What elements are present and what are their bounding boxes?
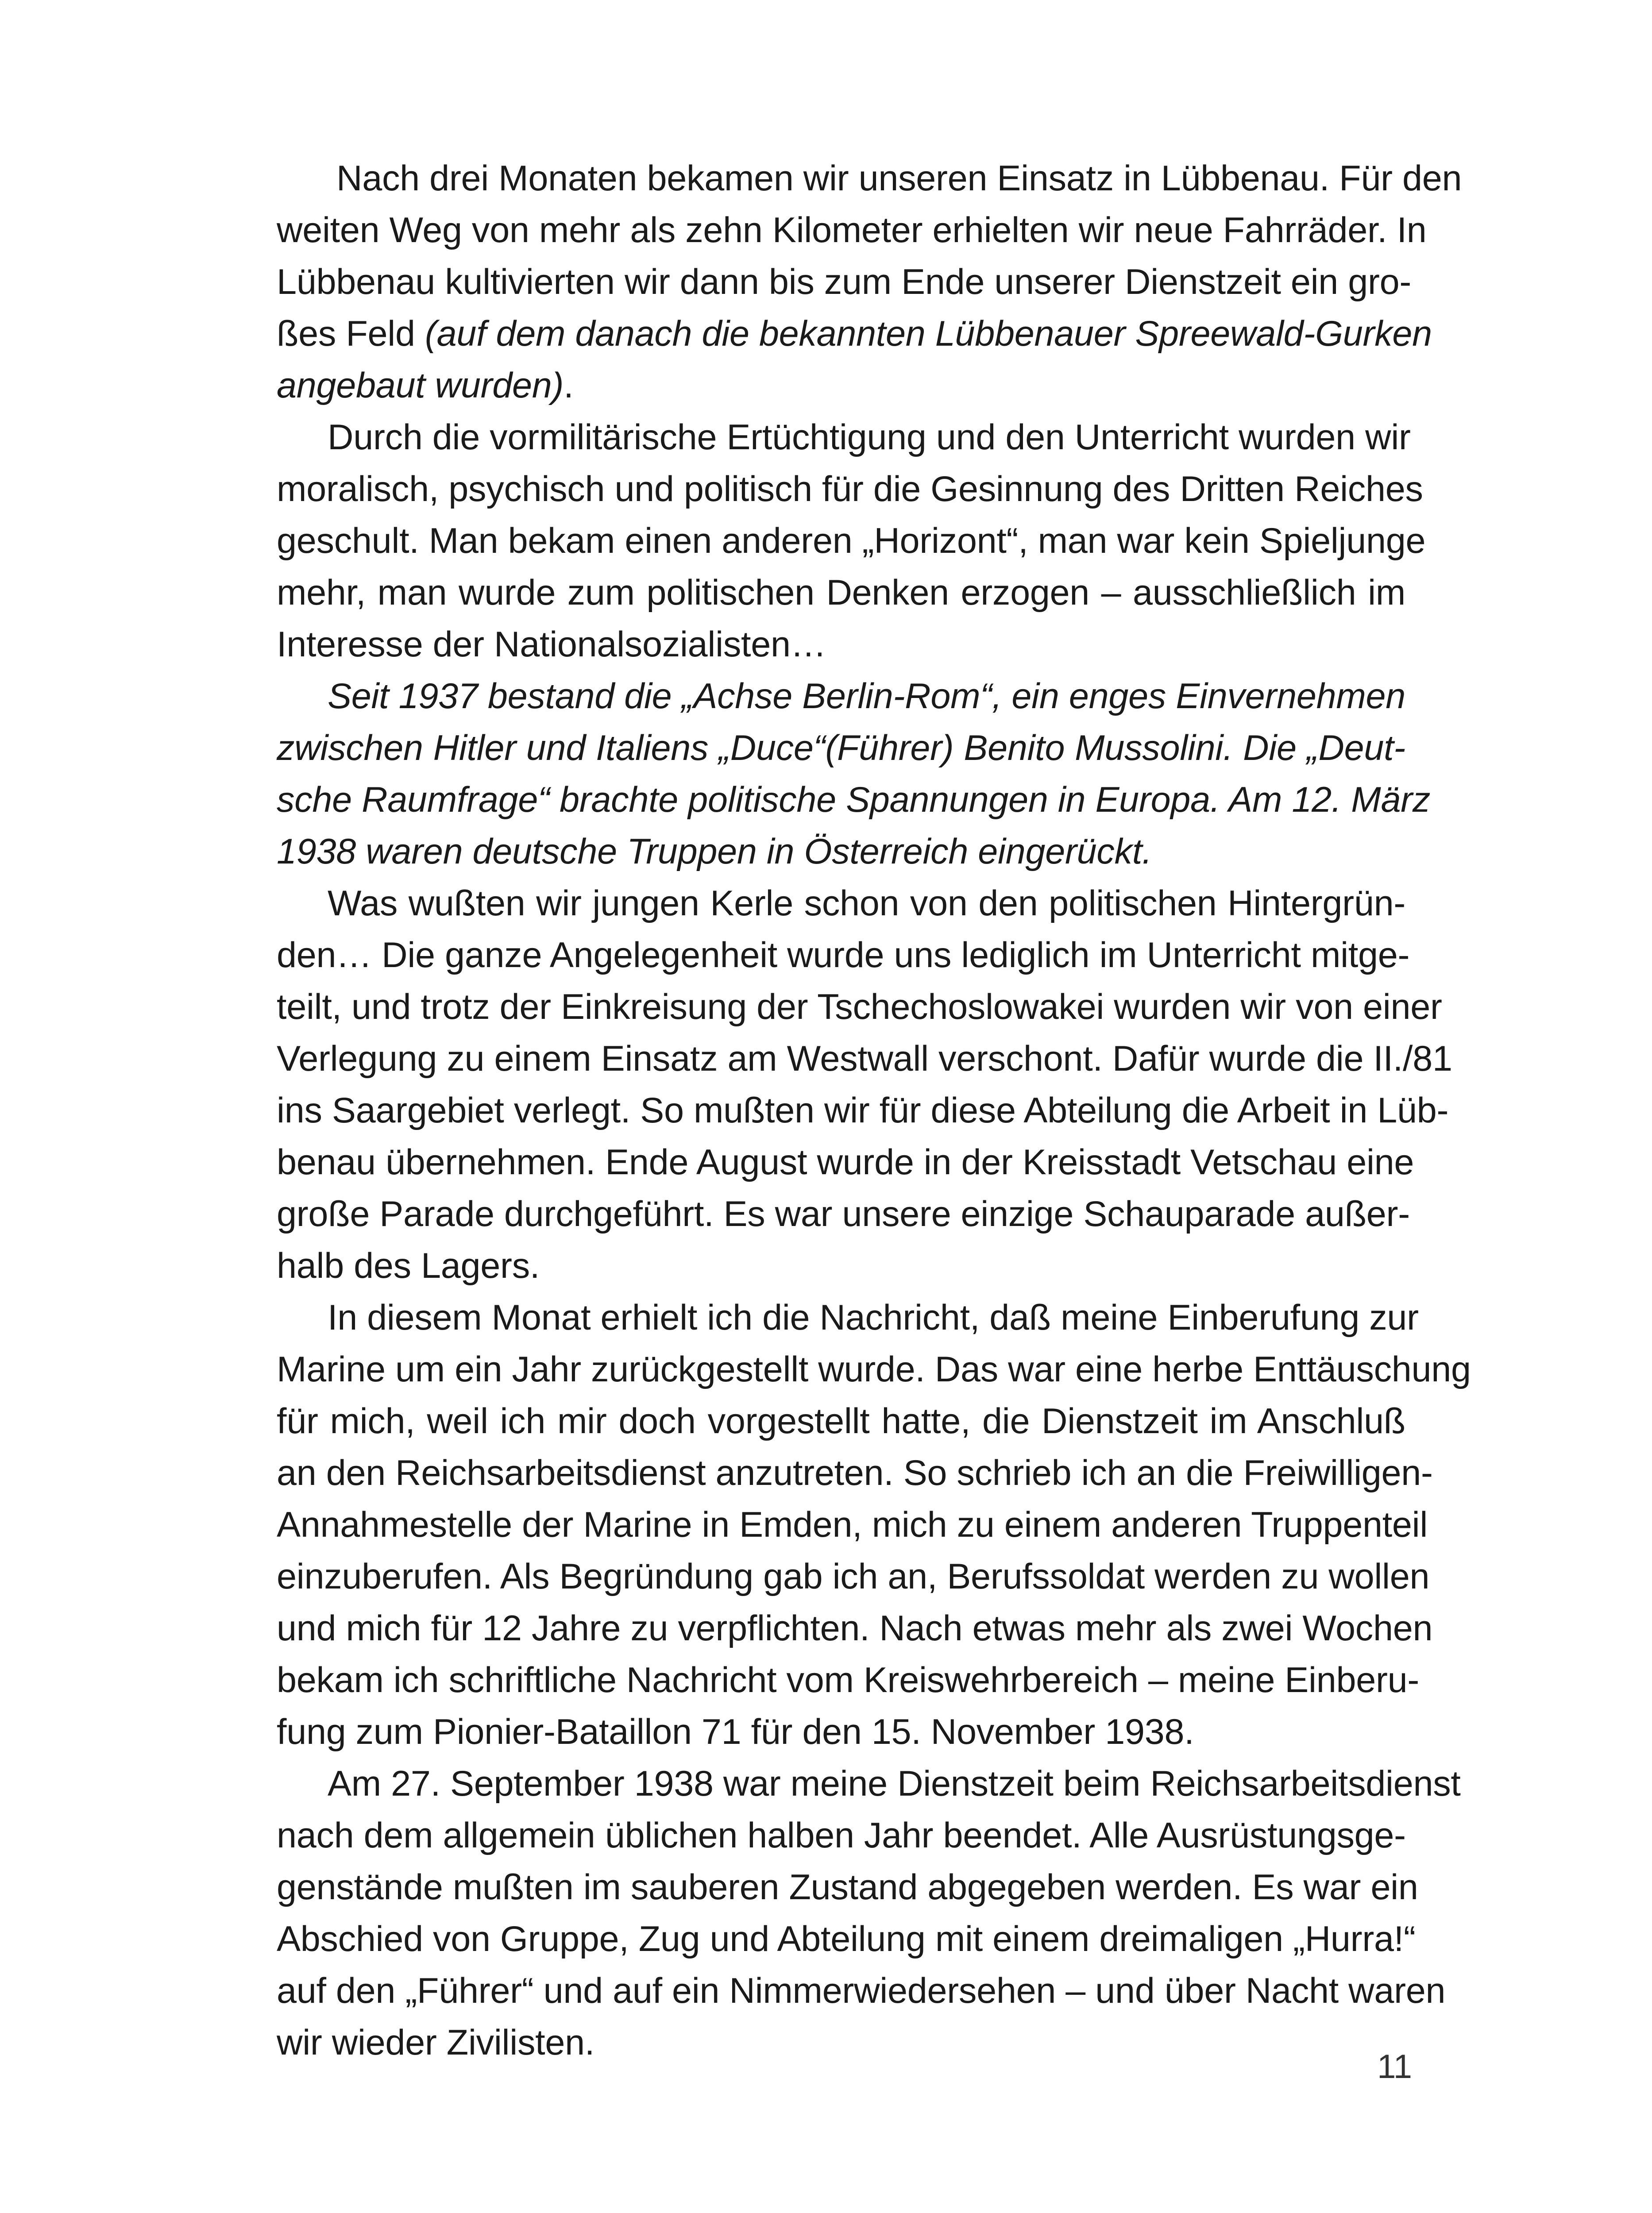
italic-text: Seit 1937 bestand die „Achse Berlin-Rom“, ein enges Einvernehmen [328, 676, 1405, 716]
text-run: große Parade durchgeführt. Es war unsere einzige Schauparade außer- [277, 1194, 1410, 1234]
text-line [277, 1810, 1405, 1862]
text-line [277, 1396, 1405, 1447]
italic-text: angebaut wurden) [277, 366, 564, 405]
text-line [277, 256, 1412, 308]
text-run: halb des Lagers. [277, 1246, 540, 1286]
text-line [277, 878, 1405, 929]
text-run: einzuberufen. Als Begründung gab ich an, Berufssoldat werden zu wollen [277, 1557, 1430, 1596]
text-line [277, 412, 1411, 463]
italic-text: 1938 waren deutsche Truppen in Österreich eingerückt. [277, 832, 1152, 871]
text-line [277, 1706, 1405, 1758]
text-line [277, 1085, 1449, 1137]
text-line [277, 981, 1442, 1033]
text-run: fung zum Pionier-Bataillon 71 für den 15. November 1938. [277, 1712, 1194, 1752]
text-run: weiten Weg von mehr als zehn Kilometer erhielten wir neue Fahrräder. In [277, 210, 1427, 250]
text-run: geschult. Man bekam einen anderen „Horizont“, man war kein Spieljunge [277, 521, 1426, 561]
text-line [277, 2017, 1405, 2069]
text-run: Durch die vormilitärische Ertüchtigung und den Unterricht wurden wir [328, 417, 1411, 457]
text-run: ßes Feld [277, 314, 425, 354]
text-line [277, 1603, 1433, 1654]
text-run: teilt, und trotz der Einkreisung der Tschechoslowakei wurden wir von einer [277, 987, 1442, 1027]
text-line [277, 1551, 1430, 1603]
text-run: Lübbenau kultivierten wir dann bis zum Ende unserer Dienstzeit ein gro- [277, 262, 1412, 302]
text-line [277, 1913, 1416, 1965]
text-line [277, 204, 1427, 256]
text-line [277, 929, 1410, 981]
text-run: Annahmestelle der Marine in Emden, mich zu einem anderen Truppenteil [277, 1505, 1428, 1545]
text-run: bekam ich schriftliche Nachricht vom Kreiswehrbereich – meine Einberu- [277, 1660, 1420, 1700]
text-line [277, 774, 1431, 826]
text-run: Was wußten wir jungen Kerle schon von den politischen Hintergrün- [328, 883, 1405, 923]
italic-text: zwischen Hitler und Italiens „Duce“(Führer) Benito Mussolini. Die „Deut- [277, 728, 1405, 768]
text-line [277, 463, 1423, 515]
text-line [277, 1499, 1428, 1551]
text-line [277, 1862, 1418, 1913]
text-line [277, 1447, 1433, 1499]
text-line [277, 1240, 1405, 1292]
text-line [277, 1654, 1420, 1706]
text-line [277, 308, 1432, 360]
text-run: genstände mußten im sauberen Zustand abgegeben werden. Es war ein [277, 1867, 1418, 1907]
text-line [277, 1965, 1446, 2017]
text-run: wir wieder Zivilisten. [277, 2023, 595, 2063]
text-run: und mich für 12 Jahre zu verpflichten. Nach etwas mehr als zwei Wochen [277, 1608, 1433, 1648]
text-run: In diesem Monat erhielt ich die Nachricht, daß meine Einberufung zur [328, 1298, 1419, 1338]
text-run: den… Die ganze Angelegenheit wurde uns lediglich im Unterricht mitge- [277, 935, 1410, 975]
text-run: moralisch, psychisch und politisch für die Gesinnung des Dritten Reiches [277, 469, 1423, 509]
text-line [277, 360, 1405, 412]
text-run: Abschied von Gruppe, Zug und Abteilung mit einem dreimaligen „Hurra!“ [277, 1919, 1416, 1959]
text-run: ins Saargebiet verlegt. So mußten wir für diese Abteilung die Arbeit in Lüb- [277, 1091, 1449, 1130]
text-run: Nach drei Monaten bekamen wir unseren Einsatz in Lübbenau. Für den [336, 158, 1462, 198]
text-run: für mich, weil ich mir doch vorgestellt hatte, die Dienstzeit im Anschluß [277, 1401, 1405, 1441]
text-line [277, 1292, 1419, 1344]
page-number: 11 [1377, 2048, 1412, 2086]
italic-text: (auf dem danach die bekannten Lübbenauer Spreewald-Gurken [425, 314, 1432, 354]
text-line [277, 153, 1462, 204]
text-run: auf den „Führer“ und auf ein Nimmerwiedersehen – und über Nacht waren [277, 1971, 1446, 2011]
text-line [277, 1188, 1410, 1240]
text-run: Marine um ein Jahr zurückgestellt wurde. Das war eine herbe Enttäuschung [277, 1349, 1471, 1389]
text-line [277, 671, 1405, 722]
text-line [277, 515, 1426, 567]
text-run: Verlegung zu einem Einsatz am Westwall verschont. Dafür wurde die II./81 [277, 1039, 1452, 1079]
italic-text: sche Raumfrage“ brachte politische Spannungen in Europa. Am 12. März [277, 780, 1431, 820]
text-line [277, 1033, 1452, 1085]
text-run: an den Reichsarbeitsdienst anzutreten. So schrieb ich an die Freiwilligen- [277, 1453, 1433, 1493]
text-line [277, 1758, 1461, 1810]
text-run: nach dem allgemein üblichen halben Jahr beendet. Alle Ausrüstungsge- [277, 1816, 1406, 1855]
text-run: . [564, 366, 574, 405]
text-line [277, 826, 1405, 878]
text-line [277, 619, 1405, 671]
text-run: benau übernehmen. Ende August wurde in der Kreisstadt Vetschau eine [277, 1142, 1414, 1182]
text-line [277, 722, 1405, 774]
text-run: mehr, man wurde zum politischen Denken erzogen – ausschließlich im [277, 573, 1405, 613]
text-run: Am 27. September 1938 war meine Dienstzeit beim Reichsarbeitsdienst [328, 1764, 1461, 1804]
text-line [277, 1137, 1414, 1188]
text-run: Interesse der Nationalsozialisten… [277, 625, 826, 664]
text-line [277, 1344, 1471, 1396]
text-line [277, 567, 1405, 619]
